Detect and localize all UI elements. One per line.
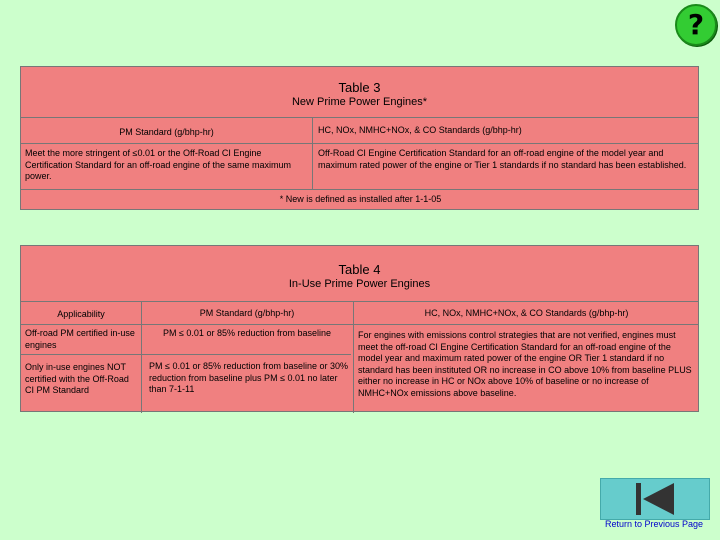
table-4-title: Table 4 <box>338 262 381 277</box>
table-3-hc-standard: Off-Road CI Engine Certification Standard for an off-road engine of the model year and maximum rated power of the engine or Tier 1 standards if no standard has been established. <box>318 148 687 170</box>
return-to-previous-page-button[interactable] <box>600 478 710 520</box>
table-4-row-2-applicability: Only in-use engines NOT certified with the Off-Road CI PM Standard <box>25 362 129 395</box>
table-4 <box>20 245 699 412</box>
table-4-header-applicability: Applicability <box>57 309 105 319</box>
table-3-title: Table 3 <box>338 80 381 95</box>
previous-page-icon <box>632 481 678 517</box>
table-3 <box>20 66 699 210</box>
table-4-row-2-pm: PM ≤ 0.01 or 85% reduction from baseline or 30% reduction from baseline plus PM ≤ 0.01 no later than 7-1-11 <box>149 361 349 394</box>
table-4-hc-standard: For engines with emissions control strategies that are not verified, engines must meet the off-road CI Engine Certification Standard for an off-road engine of the model year and maximum rated power of the engine OR Tier 1 standard if no standard has been instituted OR no increase in CO above 10% from baseline PLUS either no increase in HC or NOx above 10% of baseline or no increase of NMHC+NOx emissions above baseline. <box>358 330 692 398</box>
question-mark-icon: ? <box>687 8 705 41</box>
table-3-header-hc: HC, NOx, NMHC+NOx, & CO Standards (g/bhp-hr) <box>318 125 522 135</box>
table-4-subtitle: In-Use Prime Power Engines <box>288 278 431 290</box>
help-button[interactable] <box>675 4 717 46</box>
table-4-row-1-pm: PM ≤ 0.01 or 85% reduction from baseline <box>162 328 332 338</box>
table-4-header-pm: PM Standard (g/bhp-hr) <box>199 308 295 318</box>
table-4-header-hc: HC, NOx, NMHC+NOx, & CO Standards (g/bhp-hr) <box>424 308 629 318</box>
table-3-pm-standard: Meet the more stringent of ≤0.01 or the Off-Road CI Engine Certification Standard for an off-road engine of the same maximum power. <box>25 148 291 181</box>
table-4-row-1-applicability: Off-road PM certified in-use engines <box>25 328 135 350</box>
return-to-previous-page-link[interactable]: Return to Previous Page <box>604 519 704 529</box>
table-3-header-pm: PM Standard (g/bhp-hr) <box>119 127 214 137</box>
table-3-footnote: * New is defined as installed after 1-1-05 <box>279 194 442 204</box>
table-3-subtitle: New Prime Power Engines* <box>291 96 428 108</box>
